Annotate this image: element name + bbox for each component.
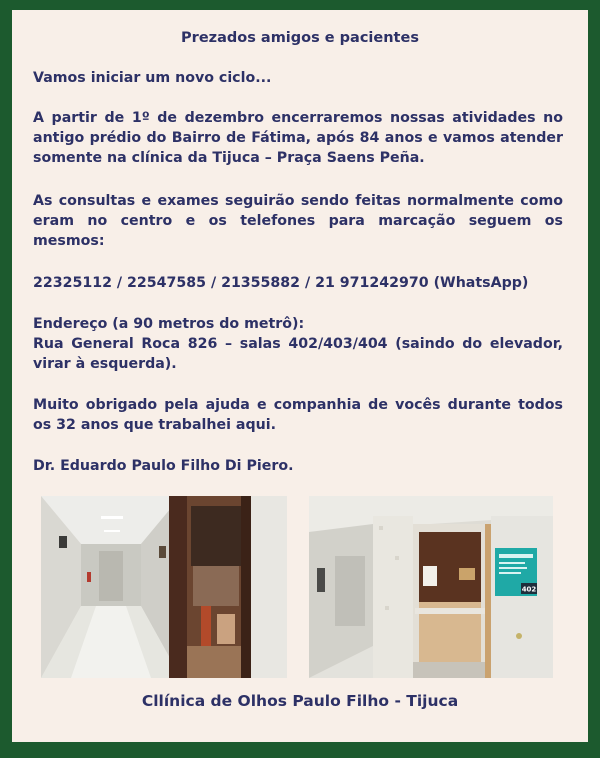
- signature-text: Dr. Eduardo Paulo Filho Di Piero.: [33, 458, 294, 474]
- address-label: Endereço (a 90 metros do metrô):: [33, 316, 305, 332]
- address-text: Rua General Roca 826 – salas 402/403/404 (saindo do elevador, virar à esquerda).: [33, 336, 563, 372]
- room-sign-number: 402: [521, 585, 537, 594]
- announcement-text: A partir de 1º de dezembro encerraremos nossas atividades no antigo prédio do Bairro de Fátima, após 84 anos e vamos atender somente na clínica da Tijuca – Praça Saens Peña.: [33, 110, 563, 166]
- notice-title: Prezados amigos e pacientes: [181, 30, 419, 46]
- intro-text: Vamos iniciar um novo ciclo...: [33, 70, 272, 86]
- thanks-text: Muito obrigado pela ajuda e companhia de vocês durante todos os 32 anos que trabalhei aqui.: [33, 397, 563, 433]
- consultations-text: As consultas e exames seguirão sendo feitas normalmente como eram no centro e os telefones para marcação seguem os mesmos:: [33, 193, 563, 249]
- clinic-caption: Cllínica de Olhos Paulo Filho - Tijuca: [141, 692, 459, 710]
- phone-numbers: 22325112 / 22547585 / 21355882 / 21 971242970 (WhatsApp): [33, 275, 529, 291]
- notice-card: [12, 10, 588, 742]
- reception-photo: [309, 496, 553, 678]
- corridor-photo: [41, 496, 287, 678]
- address-block: [33, 314, 563, 374]
